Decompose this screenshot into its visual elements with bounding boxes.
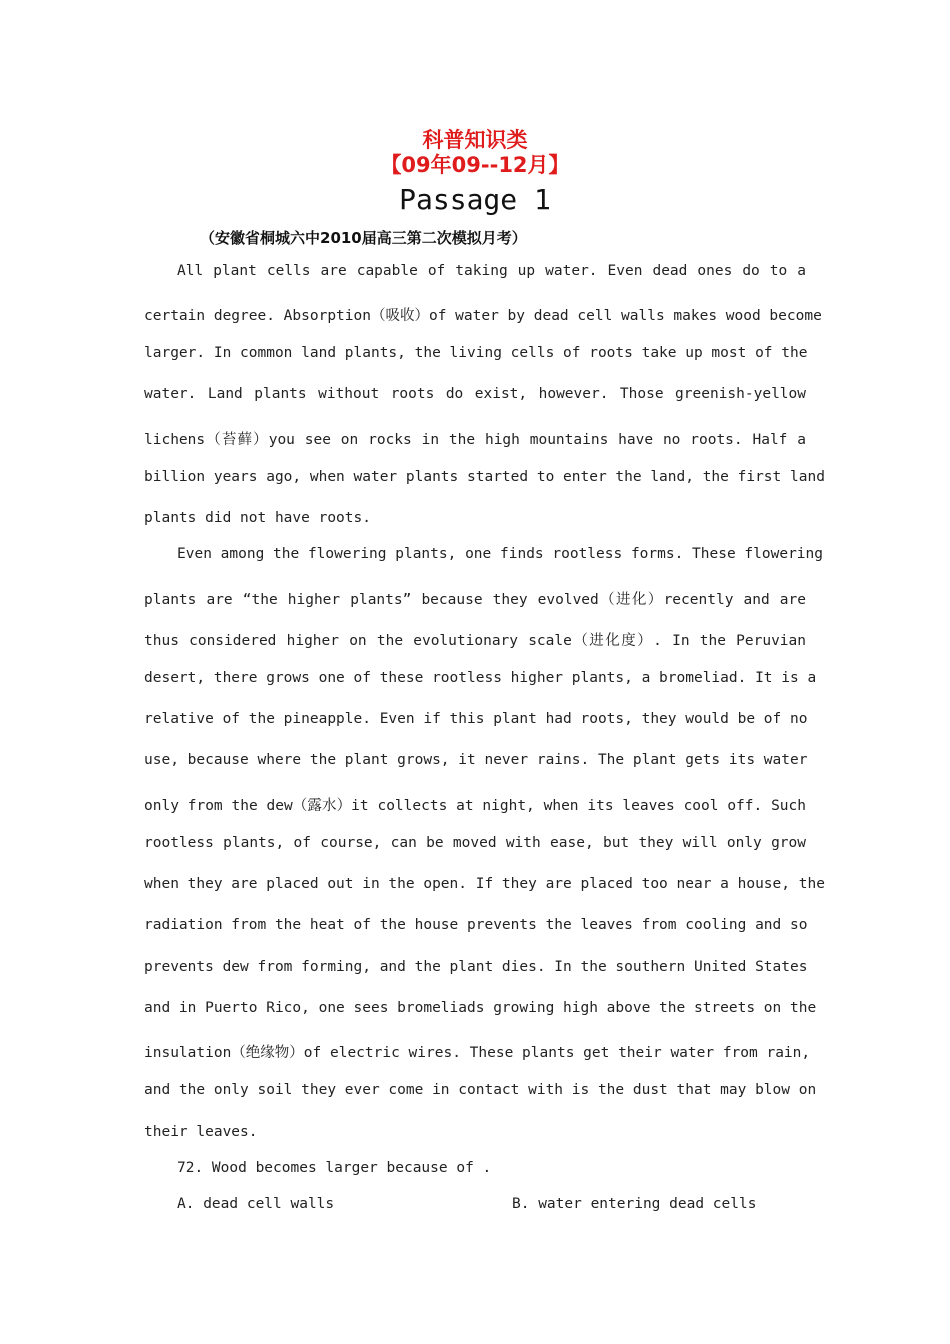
passage-line: lichens（苔藓）you see on rocks in the high mountains have no roots. Half a: [144, 432, 806, 448]
passage-line: desert, there grows one of these rootless higher plants, a bromeliad. It is a: [144, 670, 817, 686]
passage-line: when they are placed out in the open. If they are placed too near a house, the: [144, 876, 825, 892]
passage-line: rootless plants, of course, can be moved with ease, but they will only grow: [144, 835, 806, 851]
passage-line: and the only soil they ever come in contact with is the dust that may blow on: [144, 1082, 817, 1098]
category-title: 科普知识类: [422, 128, 528, 152]
passage-line: their leaves.: [144, 1124, 258, 1140]
passage-line: use, because where the plant grows, it never rains. The plant gets its water: [144, 752, 808, 768]
passage-line: certain degree. Absorption（吸收）of water by dead cell walls makes wood become: [144, 308, 822, 324]
passage-line: prevents dew from forming, and the plant dies. In the southern United States: [144, 959, 808, 975]
passage-line: plants did not have roots.: [144, 510, 371, 526]
source-note: （安徽省桐城六中2010届高三第二次模拟月考）: [200, 229, 527, 247]
passage-line: plants are “the higher plants” because they evolved（进化）recently and are: [144, 592, 806, 608]
passage-line: thus considered higher on the evolutionary scale（进化度）. In the Peruvian: [144, 633, 806, 649]
passage-line: relative of the pineapple. Even if this plant had roots, they would be of no: [144, 711, 808, 727]
passage-line: and in Puerto Rico, one sees bromeliads growing high above the streets on the: [144, 1000, 817, 1016]
question-stem: 72. Wood becomes larger because of .: [177, 1160, 492, 1176]
passage-line: All plant cells are capable of taking up water. Even dead ones do to a: [177, 263, 806, 279]
option-b: B. water entering dead cells: [512, 1196, 757, 1212]
passage-title: Passage 1: [399, 183, 551, 216]
passage-line: billion years ago, when water plants started to enter the land, the first land: [144, 469, 825, 485]
passage-line: radiation from the heat of the house prevents the leaves from cooling and so: [144, 917, 808, 933]
passage-line: water. Land plants without roots do exist, however. Those greenish-yellow: [144, 386, 806, 402]
passage-line: insulation（绝缘物）of electric wires. These plants get their water from rain,: [144, 1045, 811, 1061]
passage-line: only from the dew（露水）it collects at night, when its leaves cool off. Such: [144, 798, 806, 814]
option-a: A. dead cell walls: [177, 1196, 335, 1212]
passage-line: larger. In common land plants, the living cells of roots take up most of the: [144, 345, 808, 361]
period-title: 【09年09--12月】: [380, 153, 570, 177]
passage-line: Even among the flowering plants, one finds rootless forms. These flowering: [177, 546, 824, 562]
